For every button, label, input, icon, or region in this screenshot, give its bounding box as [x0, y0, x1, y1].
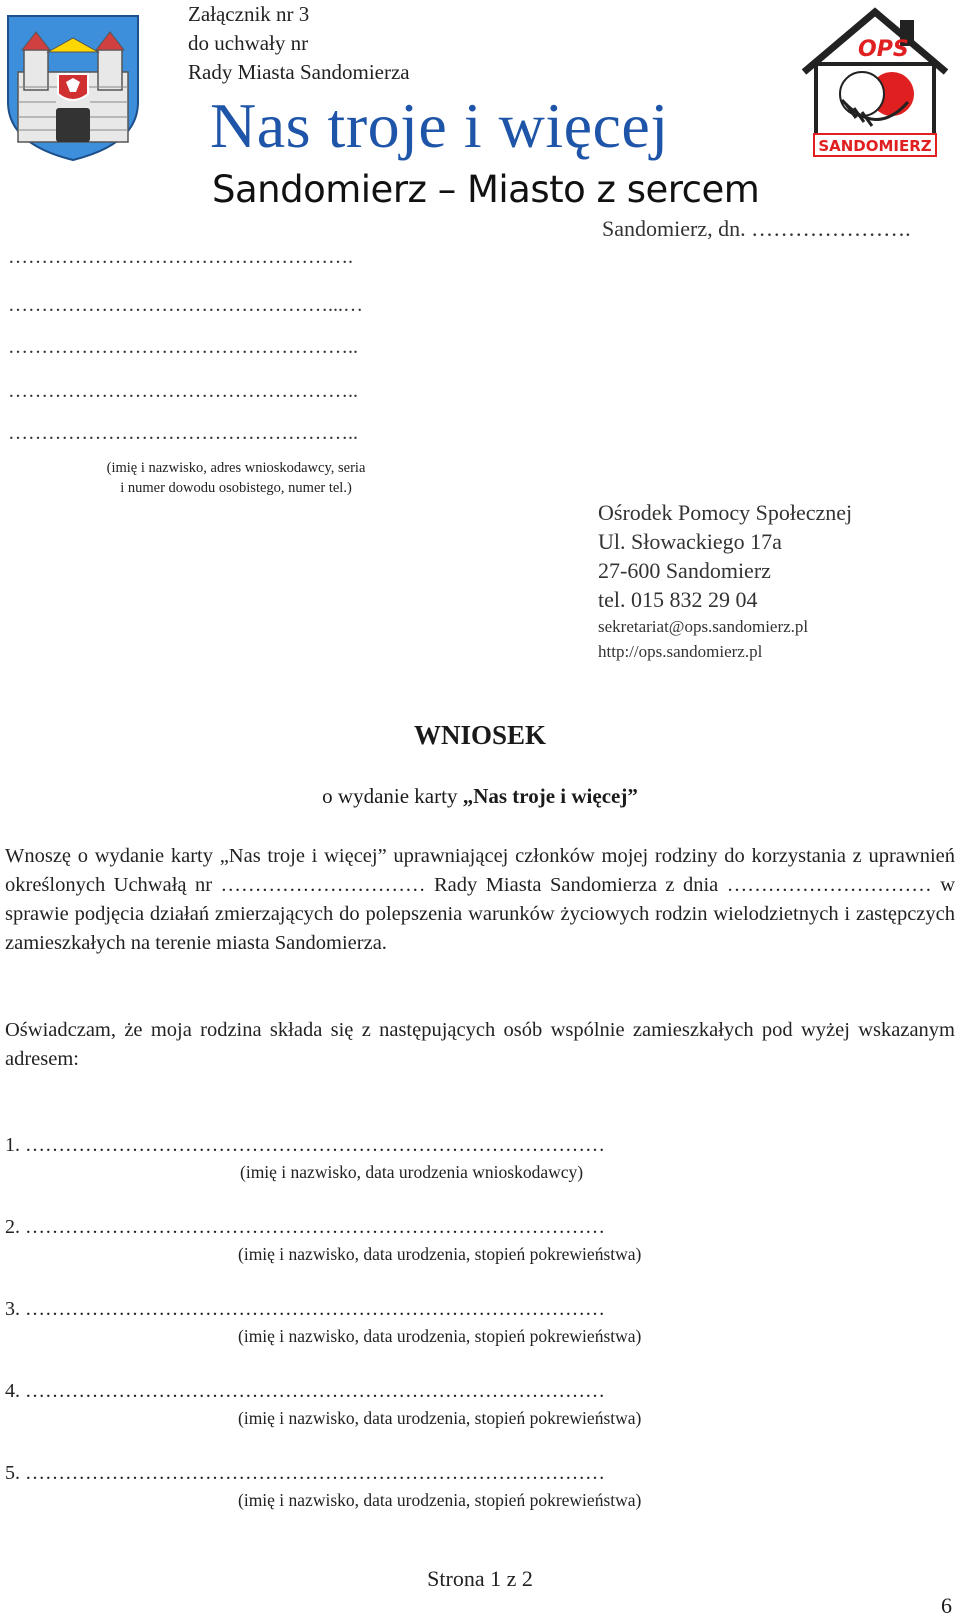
- ops-logo-top-text: OPS: [858, 37, 909, 62]
- declaration-paragraph: Oświadczam, że moja rodzina składa się z następujących osób wspólnie zamieszkałych pod wyżej wskazanym adresem:: [5, 1019, 955, 1070]
- member-line-5: 5. ……………………………………………………………………………: [5, 1462, 605, 1484]
- office-name: Ośrodek Pomocy Społecznej: [598, 500, 853, 525]
- office-email: sekretariat@ops.sandomierz.pl: [598, 617, 809, 636]
- form-subheading-card-name: „Nas troje i więcej”: [462, 784, 638, 808]
- application-paragraph: Wnoszę o wydanie karty „Nas troje i więcej” uprawniającej członków mojej rodziny do korzystania z uprawnień określonych Uchwałą nr ………………………… Rady Miasta Sandomierza z dnia ………………………… w sprawie podjęcia działań zmierzających do polepszenia warunków życiowych rodzin wielodzietnych i zastępczych zamieszkałych na terenie miasta Sandomierza.: [5, 845, 955, 954]
- ops-sandomierz-logo: [796, 6, 954, 160]
- ops-logo-bottom-text: SANDOMIERZ: [818, 137, 932, 155]
- applicant-dot-line: ……………………………………………..: [8, 422, 358, 444]
- banner-title: Nas troje i więcej: [210, 90, 669, 161]
- date-line: Sandomierz, dn. ………………….: [602, 216, 911, 241]
- annex-line-3: Rady Miasta Sandomierza: [188, 60, 410, 84]
- applicant-caption-line-2: i numer dowodu osobistego, numer tel.): [120, 480, 352, 496]
- applicant-caption-line-1: (imię i nazwisko, adres wnioskodawcy, seria: [106, 460, 366, 476]
- office-website: http://ops.sandomierz.pl: [598, 642, 763, 661]
- annex-line-2: do uchwały nr: [188, 31, 309, 55]
- applicant-dot-line: ……………………………………………..: [8, 336, 358, 358]
- member-caption-3: (imię i nazwisko, data urodzenia, stopień pokrewieństwa): [238, 1326, 642, 1346]
- form-heading: WNIOSEK: [413, 720, 547, 750]
- member-line-3: 3. ……………………………………………………………………………: [5, 1298, 605, 1320]
- office-phone: tel. 015 832 29 04: [598, 587, 758, 612]
- office-address: [598, 498, 852, 664]
- applicant-dot-line: …………………………………………….: [8, 246, 353, 268]
- office-city: 27-600 Sandomierz: [598, 558, 771, 583]
- page-number: 6: [941, 1593, 952, 1618]
- form-subheading-prefix: o wydanie karty: [322, 784, 463, 808]
- city-crest-logo: [4, 12, 142, 162]
- member-caption-5: (imię i nazwisko, data urodzenia, stopień pokrewieństwa): [238, 1490, 642, 1510]
- applicant-dot-line: ……………………………………………..: [8, 380, 358, 402]
- annex-header: [188, 0, 410, 87]
- banner-subtitle: Sandomierz – Miasto z sercem: [212, 168, 760, 211]
- member-caption-4: (imię i nazwisko, data urodzenia, stopień pokrewieństwa): [238, 1408, 642, 1428]
- applicant-dot-line: …………………………………………...…: [8, 294, 363, 316]
- page-footer: Strona 1 z 2: [427, 1566, 533, 1591]
- member-line-1: 1. ……………………………………………………………………………: [5, 1134, 605, 1156]
- annex-line-1: Załącznik nr 3: [188, 2, 310, 26]
- office-street: Ul. Słowackiego 17a: [598, 529, 782, 554]
- member-caption-2: (imię i nazwisko, data urodzenia, stopień pokrewieństwa): [238, 1244, 642, 1264]
- applicant-caption: [66, 458, 406, 498]
- member-caption-1: (imię i nazwisko, data urodzenia wnioskodawcy): [240, 1162, 584, 1182]
- member-line-2: 2. ……………………………………………………………………………: [5, 1216, 605, 1238]
- member-line-4: 4. ……………………………………………………………………………: [5, 1380, 605, 1402]
- form-subheading: [0, 781, 960, 811]
